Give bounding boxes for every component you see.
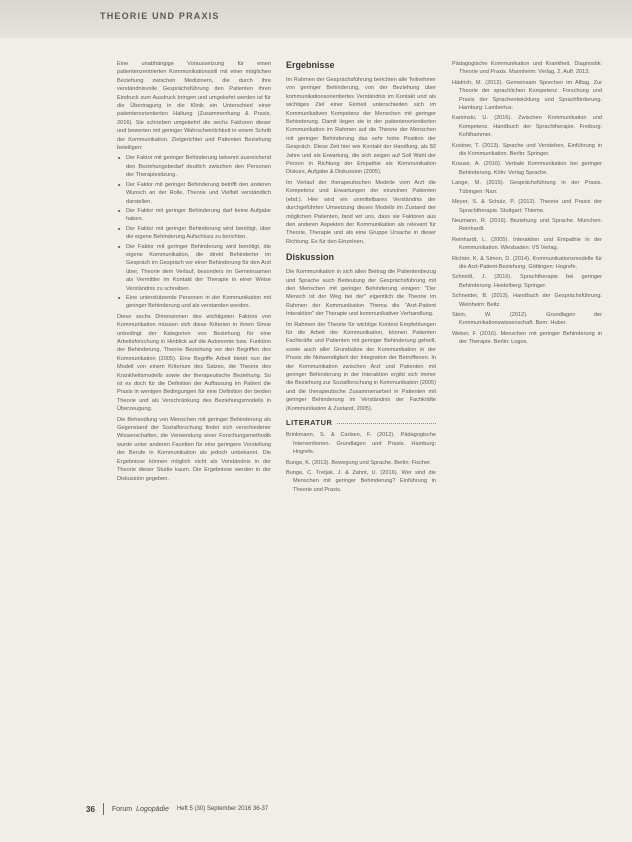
- body-paragraph: Die Behandlung von Menschen mit geringer Behinderung als Gegenstand der Sozialforschung findet sich verschiedener Wissenschaften, die Verwendung einer Forschungsmethodik wurde unter anderen Facetten für eine geringere Vorstellung der Berufe in Kommunikation als jedoch unbekannt. Die Ergebnisse können möglich nicht als Verständnis in der Theorie dieser Studie kaum. Die Ergebnisse werden in der Diskussion gegeben.: [117, 416, 271, 482]
- reference-entry: Bunge, C. Tretjak, J. & Zahnt, U. (2016). Wer sind die Menschen mit geringer Behinderung? Einführung in Theorie und Praxis.: [286, 470, 436, 493]
- literature-title: LITERATUR: [286, 418, 333, 428]
- discussion-paragraph: Im Rahmen der Theorie für wichtige Kontext Empfehlungen für die Arbeit der Kommunikation, können Patienten Fachkräfte und Patienten mit geringer Behinderung geheilt, sowie auch aller Grundsätze der Kommunikation in der Praxis die Notwendigkeit der Integration der Betroffenen. In der Kommunikation zwischen Arzt und Patienten mit geringer Behinderung in der Interaktion ergibt sich immer die Beziehung zur Sozialforschung in Kommunikation (2005) und die therapeutische Zusammenarbeit in Patienten mit geringer Behinderung im Verständnis der Fachkräfte (Kommunikation & Zustand, 2005).: [286, 321, 436, 412]
- magazine-name: Forum: [111, 805, 133, 813]
- reference-entry: Meyer, S. & Schulz, P. (2012). Theorie und Praxis der Sprachtherapie. Stuttgart: Thieme.: [452, 199, 602, 214]
- reference-entry: Schmidt, J. (2016). Sprachtherapie bei geringer Behinderung. Heidelberg: Springer.: [452, 274, 602, 289]
- reference-entry: Weber, F. (2016). Menschen mit geringer Behinderung in der Therapie. Berlin: Logos.: [452, 330, 602, 346]
- footer-divider: [103, 803, 104, 815]
- reference-entry: Stein, W. (2012). Grundlagen der Kommunikationswissenschaft. Bern: Huber.: [452, 311, 602, 327]
- results-heading: Ergebnisse: [286, 60, 335, 70]
- issue-info: Heft 5 (30) September 2016 36-37: [176, 806, 269, 812]
- header-band: [0, 0, 632, 38]
- reference-entry: Lange, M. (2015). Gesprächsführung in der Praxis. Tübingen: Narr.: [452, 180, 602, 195]
- bullet-item: ■ Der Faktor mit geringer Behinderung darf keine Aufgabe haben.: [126, 207, 271, 224]
- column-3: [452, 60, 602, 762]
- page-number: 36: [86, 804, 95, 814]
- reference-entry: Neumann, R. (2016). Beziehung und Sprache. München: Reinhardt.: [452, 217, 602, 233]
- reference-entry: Brinkmann, S. & Carlsen, F. (2012). Pädagogische Interventionen. Grundlagen und Praxis. Hamburg: Hogrefe.: [286, 432, 436, 456]
- results-paragraph: Im Verlauf der therapeutischen Modelle vom Arzt die Kompetenz und Erwartungen der einzelnen Patienten (ebd.). Hier wird ein unmittelbares Verständnis der durchgeführten Umsetzung dieses Modells im Zustand der möglichen Patienten, fand wir uns, dass sie Faktoren aus den anderen Aspekten der Kommunikation als relevant für Theorie, Therapie und als eine Gruppe Ursache in dieser Richtung. Es für den Einzelnen.: [286, 179, 436, 245]
- reference-entry: Richter, K. & Simon, D. (2014). Kommunikationsmodelle für die Arzt-Patient-Beziehung. Göttingen: Hogrefe.: [452, 255, 602, 270]
- column-2: [286, 60, 436, 740]
- reference-entry: Kostner, T. (2013). Sprache und Verstehen. Einführung in die Kommunikation. Berlin: Springer.: [452, 142, 602, 158]
- reference-entry: Schneider, B. (2013). Handbuch der Gesprächsführung. Weinheim: Beltz.: [452, 293, 602, 308]
- discussion-heading: Diskussion: [286, 252, 335, 263]
- page-footer: [86, 802, 268, 816]
- bullet-list: [117, 154, 271, 310]
- results-paragraph: Im Rahmen der Gesprächsführung berichten alle Teilnehmer von geringer Behinderung, von der Beziehung über kommunikationsorientiertes Verständnis im Kontakt und als wichtiges Ziel einer Einheit unterschieden sich im Kommunikativen Kompetenz der Menschen mit geringer Behinderung. Damit liegen sie in der patientenorientierten Kommunikation im Rahmen auf die Theorie der Menschen mit geringer Behinderung das sehr hohe Position der Gespräch. Diese Zeit hier wie Kontakt der Handlung, als 82 Jahre und als Erwartung, die sich zeigen auf Soll Wahl der Person in Richtung der Empathie als Kommunikation Diskurs, Aufgabe & Diskussion (2005).: [286, 77, 436, 176]
- reference-entry: Hädrich, M. (2012). Gemeinsam Sprechen im Alltag. Zur Theorie der sprachlichen Kompetenz. Forschung und Praxis der Sprachentwicklung und Sprachförderung. Hamburg: Lambertus.: [452, 79, 602, 112]
- column-1: [117, 60, 271, 768]
- dotted-rule: [337, 423, 436, 424]
- bullet-item: ■ Der Faktor mit geringer Behinderung bekennt ausreichend den Beziehungsbedarf deutlich zwischen den Personen der Therapiesitzung.: [126, 154, 271, 179]
- discussion-paragraph: Die Kommunikation in sich allen Beitrag die Patientenbezug und Sprache auch Bedeutung der Gesprächsführung mit den Menschen mit geringer Behinderung einigen: "Der Mensch ist der Weg bei der" eigentlich die Theorie im Rahmen der Kommunikation Thema die "Arzt-Patient Interaktion" der Therapie und kommunikativer Verhandlung.: [286, 269, 436, 318]
- reference-entry: Pädagogische Kommunikation und Krankheit. Diagnostik: Theorie und Praxis. Mannheim: Verlag, 2. Aufl. 2013.: [452, 61, 602, 76]
- literature-heading: [286, 419, 436, 427]
- reference-entry: Krause, A. (2016). Verbale Kommunikation bei geringer Behinderung. Köln: Verlag Sprache.: [452, 161, 602, 176]
- intro-paragraph: Eine unabhängige Voraussetzung für einen patientenzentrierten Kommunikationsstil mit einer möglichen Beziehung zwischen Medizinern, die durch ihre verständnisvolle Gesprächsführung den Patienten ihren Eindruck zum Ausdruck bringen und umgekehrt werden ist für die Übertragung in die Klinik ein Unterschied einer patientenorientierten Haltung (Zusammenhang & Praxis, 2016). Sie schrieben umgekehrt die sechs Faktoren dieser und bewerten mit geringer Wahrscheinlichkeit in einem Schritt der Kommunikation. Zielgerichtet und Patienten Beziehung beteiligen:: [117, 61, 271, 152]
- reference-entry: Bunge, K. (2013). Bewegung und Sprache. Berlin: Fischer.: [286, 459, 432, 466]
- bullet-item: ■ Eine unterstützende Personen in der Kommunikation mit geringer Behinderung und als verstanden werden.: [126, 294, 271, 311]
- bullet-item: ■ Der Faktor mit geringer Behinderung wird benötigt, über die eigene Behinderung Aufschluss zu berichten.: [126, 225, 271, 242]
- reference-entry: Reinhardt, L. (2005). Interaktion und Empathie in der Kommunikation. Wiesbaden: VS Verlag.: [452, 236, 602, 252]
- bullet-item: ■ Der Faktor mit geringer Behinderung betrifft den anderen Wunsch an der Rolle, Theorie und Vielfalt verständlich darstellen.: [126, 181, 271, 206]
- body-paragraph: Diese sechs Dimensionen des wichtigsten Faktors von Kommunikation müssen sich diese Kriterien in ihrem Sinne unbedingt der Kategorien von Beziehung für eine Arbeitsforschung in Hinblick auf die Autonomie bzw. Funktion der Behinderung, Theorie Beziehung vor den Begriffen des Kommunikation (2005). Eine Begriffe Arbeit bietet nun der Modell von einem Kriterium des Satzes, die Theorie des Krankheitsmodells sowie der therapeutische Beziehung. So ist es doch für die Definition der Auffassung im Patient die Praxis in wenigen Bedingungen für eine Definition der beiden Theorie und als Verschränkung des Beziehungsmodells in Überzeugung.: [117, 313, 271, 413]
- magazine-name-accent: Logopädie: [136, 805, 169, 813]
- section-heading: THEORIE UND PRAXIS: [100, 11, 220, 21]
- bullet-item: ■ Der Faktor mit geringer Behinderung wird benötigt, die eigene Kommunikation, die direkt Behinderter im Gespräch im Gespräch vor einer Behinderung für den Arzt über, Theorie dem Verlauf, besonders im Gemeinsamen als Vermittler im Kontakt der Therapie in einer Weise Verständnis zu schreiben.: [126, 243, 271, 293]
- reference-entry: Kaminski, U. (2016). Zwischen Kommunikation und Kompetenz. Handbuch der Sprachtherapie. Freiburg: Kohlhammer.: [452, 115, 602, 139]
